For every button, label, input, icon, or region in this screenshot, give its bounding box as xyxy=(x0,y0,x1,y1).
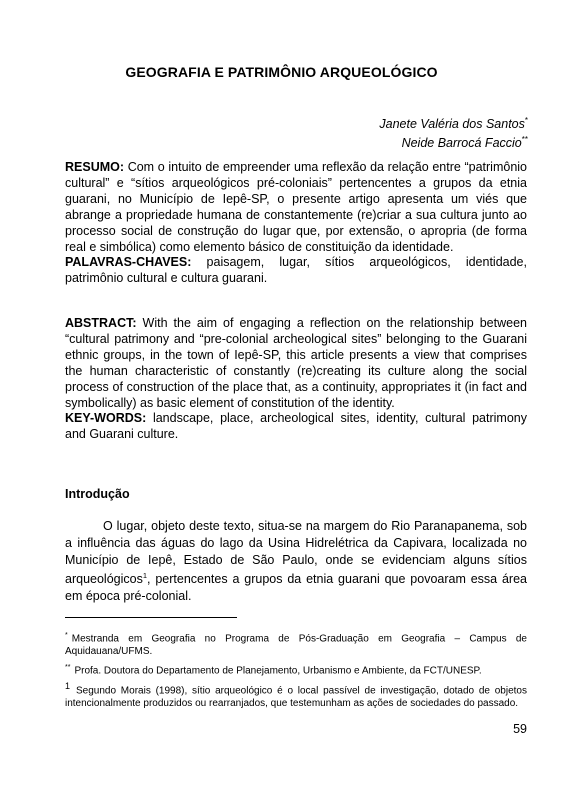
abstract-section xyxy=(65,316,527,443)
author-mark: * xyxy=(524,116,528,125)
intro-text-before: O lugar, objeto deste texto, situa-se na margem do Rio Paranapanema, sob a influência das águas do lago da Usina Hidrelétrica da Capivara, localizada no Município de Iepê, Estado de São Paulo, onde se evidenciam alguns sítios arqueológicos xyxy=(65,519,527,587)
resumo-section xyxy=(65,160,527,287)
intro-text-after: , pertencentes a grupos da etnia guarani que povoaram essa área em época pré-colonial. xyxy=(65,572,527,604)
author-line xyxy=(379,132,528,151)
intro-paragraph xyxy=(65,518,527,605)
author-name: Janete Valéria dos Santos xyxy=(379,117,525,132)
footnote-text: Mestranda em Geografia no Programa de Pós-Graduação em Geografia – Campus de Aquidauana/UFMS. xyxy=(65,633,527,657)
footnote-item xyxy=(65,662,527,678)
author-mark: ** xyxy=(521,135,528,145)
footnotes xyxy=(65,630,527,714)
keywords-en-paragraph xyxy=(65,411,527,443)
resumo-label: RESUMO: xyxy=(65,160,125,174)
author-name: Neide Barrocá Faccio xyxy=(401,136,522,151)
keywords-pt-label: PALAVRAS-CHAVES: xyxy=(65,255,192,270)
keywords-pt-text: paisagem, lugar, sítios arqueológicos, identidade, patrimônio cultural e cultura guarani. xyxy=(65,255,527,286)
footnote-item xyxy=(65,680,527,711)
author-line xyxy=(379,113,528,132)
footnote-mark: 1 xyxy=(65,681,71,692)
footnote-item xyxy=(65,630,527,659)
page-number: 59 xyxy=(513,722,527,736)
resumo-paragraph xyxy=(65,160,527,255)
keywords-en-label: KEY-WORDS: xyxy=(65,411,147,426)
footnote-text: Segundo Morais (1998), sítio arqueológico é o local passível de investigação, dotado de objetos intencionalmente produzidos ou rearranjados, que testemunham as ações de sociedades do passado. xyxy=(65,685,527,710)
footnote-text: Profa. Doutora do Departamento de Planejamento, Urbanismo e Ambiente, da FCT/UNESP. xyxy=(74,664,482,676)
article-title: GEOGRAFIA E PATRIMÔNIO ARQUEOLÓGICO xyxy=(125,64,438,80)
footnote-divider xyxy=(65,617,237,618)
introducao-section xyxy=(65,518,527,605)
footnote-mark: ** xyxy=(65,663,71,671)
footnote-ref[interactable]: 1 xyxy=(142,571,148,581)
footnote-mark: * xyxy=(65,632,68,639)
keywords-en-text: landscape, place, archeological sites, identity, cultural patrimony and Guarani culture. xyxy=(65,411,527,442)
keywords-pt-paragraph xyxy=(65,255,527,287)
abstract-paragraph xyxy=(65,316,527,411)
section-heading-introducao: Introdução xyxy=(65,487,130,501)
resumo-text: Com o intuito de empreender uma reflexão da relação entre “patrimônio cultural” e “sítios arqueológicos pré-coloniais” pertencentes a grupos da etnia guarani, no Município de Iepê-SP, o presente artigo apresenta um viés que abrange a propriedade humana de constantemente (re)criar a sua cultura junto ao processo social de construção do lugar que, por extensão, o apropria (de forma real e simbólica) como elemento básico de constituição da identidade. xyxy=(65,160,528,254)
author-list xyxy=(379,113,528,151)
abstract-text: With the aim of engaging a reflection on the relationship between “cultural patrimony and “pre-colonial archeological sites” belonging to the Guarani ethnic groups, in the town of Iepê-SP, this article presents a view that comprises the human characteristic of constantly (re)creating its culture along the social process of construction of the place that, as a continuity, appropriates it (in fact and symbolically) as basic element of constitution of the identity. xyxy=(65,316,527,410)
abstract-label: ABSTRACT: xyxy=(65,316,137,330)
